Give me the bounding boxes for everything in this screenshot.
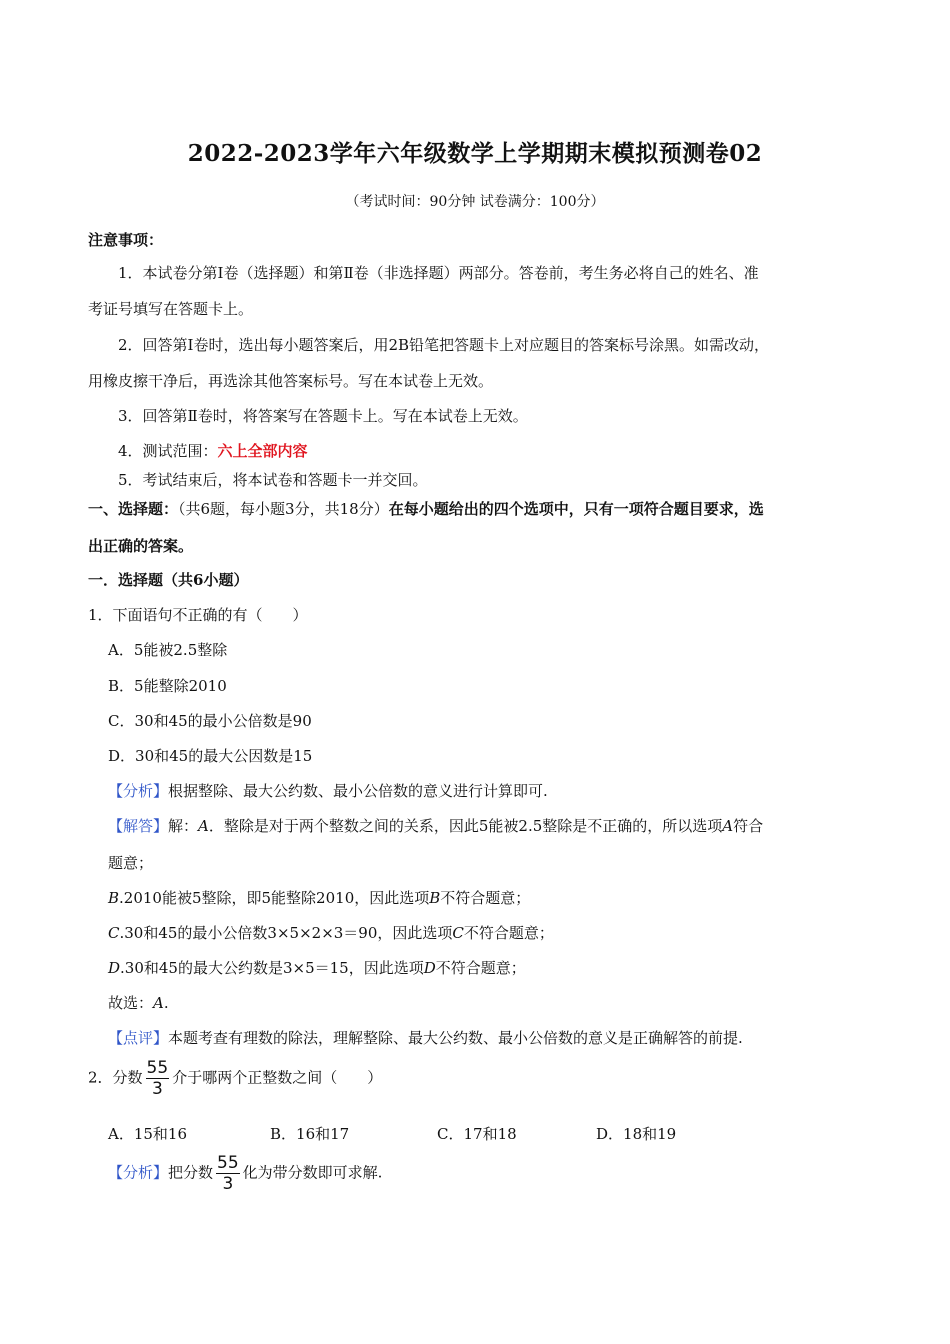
q1-answer-var: A xyxy=(198,817,209,835)
q1-answer-b xyxy=(108,887,530,908)
q1-analysis-tag: 【分析】 xyxy=(108,782,169,800)
q1-analysis xyxy=(108,780,548,801)
note-1-line-2: 考证号填写在答题卡上。 xyxy=(88,300,254,318)
note-2-line-1: 2．回答第Ⅰ卷时，选出每小题答案后，用2B铅笔把答题卡上对应题目的答案标号涂黑。如需改动， xyxy=(118,336,770,354)
q2-stem-text: 介于哪两个正整数之间（ ） xyxy=(172,1068,383,1087)
q2-analysis-tag: 【分析】 xyxy=(108,1163,169,1182)
q1-answer-var: B xyxy=(429,889,441,907)
fraction-55-3 xyxy=(216,1153,240,1194)
q1-option-b: B．5能整除2010 xyxy=(108,677,227,695)
q2-analysis xyxy=(108,1153,382,1194)
q2-analysis-text: 把分数 xyxy=(168,1163,214,1182)
q1-choice-var: A xyxy=(153,994,164,1012)
q1-answer-text: 不符合题意； xyxy=(435,959,526,977)
section-1-instruction: 在每小题给出的四个选项中，只有一项符合题目要求，选 xyxy=(388,500,764,518)
q1-option-d: D．30和45的最大公因数是15 xyxy=(108,747,313,765)
q1-answer-var: D xyxy=(423,959,436,977)
fraction-numerator: 55 xyxy=(146,1058,169,1078)
q1-answer-tag: 【解答】 xyxy=(108,817,169,835)
q1-answer-var: C xyxy=(452,924,464,942)
fraction-denominator: 3 xyxy=(222,1174,234,1194)
note-5: 5．考试结束后，将本试卷和答题卡一并交回。 xyxy=(118,471,428,489)
q2-stem xyxy=(88,1058,382,1099)
test-scope: 六上全部内容 xyxy=(217,442,308,460)
q1-answer-text: 不符合题意； xyxy=(463,924,554,942)
section-1-subheading: 一．选择题（共6小题） xyxy=(88,571,249,589)
q1-answer-text: 符合 xyxy=(733,817,764,835)
section-1-score: （共6题，每小题3分，共18分） xyxy=(178,500,389,518)
q1-answer-var: C xyxy=(108,924,120,942)
fraction-55-3 xyxy=(146,1058,170,1099)
q1-comment xyxy=(108,1027,743,1048)
section-1-heading xyxy=(88,498,764,519)
q1-analysis-text: 根据整除、最大公约数、最小公倍数的意义进行计算即可. xyxy=(168,782,548,800)
q1-option-a: A．5能被2.5整除 xyxy=(108,641,228,659)
note-4-label: 4．测试范围： xyxy=(118,442,218,460)
q1-answer-text: ．整除是对于两个整数之间的关系，因此5能被2.5整除是不正确的，所以选项 xyxy=(208,817,723,835)
page-title: 2022-2023学年六年级数学上学期期末模拟预测卷02 xyxy=(187,140,763,167)
q2-option-c: C．17和18 xyxy=(437,1125,517,1143)
q1-answer-d xyxy=(108,957,526,978)
exam-info: （考试时间：90分钟 试卷满分：100分） xyxy=(345,194,605,210)
q2-stem-text: 2．分数 xyxy=(88,1068,143,1087)
q1-option-c: C．30和45的最小公倍数是90 xyxy=(108,712,312,730)
q2-option-a: A．15和16 xyxy=(108,1125,188,1143)
q1-choice-text: 故选： xyxy=(108,994,154,1012)
note-4 xyxy=(118,440,308,461)
q1-comment-tag: 【点评】 xyxy=(108,1029,169,1047)
q1-comment-text: 本题考查有理数的除法，理解整除、最大公约数、最小公倍数的意义是正确解答的前提. xyxy=(168,1029,743,1047)
section-1-instruction-line-2: 出正确的答案。 xyxy=(88,537,194,555)
note-2-line-2: 用橡皮擦干净后，再选涂其他答案标号。写在本试卷上无效。 xyxy=(88,372,494,390)
fraction-denominator: 3 xyxy=(151,1079,163,1099)
note-1-line-1: 1．本试卷分第Ⅰ卷（选择题）和第Ⅱ卷（非选择题）两部分。答卷前，考生务必将自己的姓名、准 xyxy=(118,264,759,282)
fraction-numerator: 55 xyxy=(217,1153,239,1173)
q1-answer-var: D xyxy=(108,959,121,977)
q2-option-d: D．18和19 xyxy=(596,1125,677,1143)
note-3: 3．回答第Ⅱ卷时，将答案写在答题卡上。写在本试卷上无效。 xyxy=(118,407,528,425)
q2-analysis-text: 化为带分数即可求解. xyxy=(242,1163,383,1182)
q1-answer-text: 不符合题意； xyxy=(440,889,531,907)
q1-stem: 1．下面语句不正确的有（ ） xyxy=(88,606,308,624)
q2-option-b: B．16和17 xyxy=(270,1125,350,1143)
q1-answer-line-2: 题意； xyxy=(108,854,154,872)
notes-heading: 注意事项： xyxy=(88,231,164,249)
section-1-label: 一、选择题： xyxy=(88,500,179,518)
q1-answer-text: 解： xyxy=(168,817,199,835)
q1-answer-var: A xyxy=(722,817,734,835)
q1-answer-line-1 xyxy=(108,815,763,836)
q1-choice-text: . xyxy=(163,994,169,1012)
q1-answer-text: .30和45的最大公约数是3×5＝15，因此选项 xyxy=(120,959,424,977)
q1-choice xyxy=(108,992,169,1013)
q1-answer-text: .2010能被5整除，即5能整除2010，因此选项 xyxy=(119,889,430,907)
q1-answer-c xyxy=(108,922,554,943)
q1-answer-var: B xyxy=(108,889,120,907)
q1-answer-text: .30和45的最小公倍数3×5×2×3＝90，因此选项 xyxy=(119,924,453,942)
